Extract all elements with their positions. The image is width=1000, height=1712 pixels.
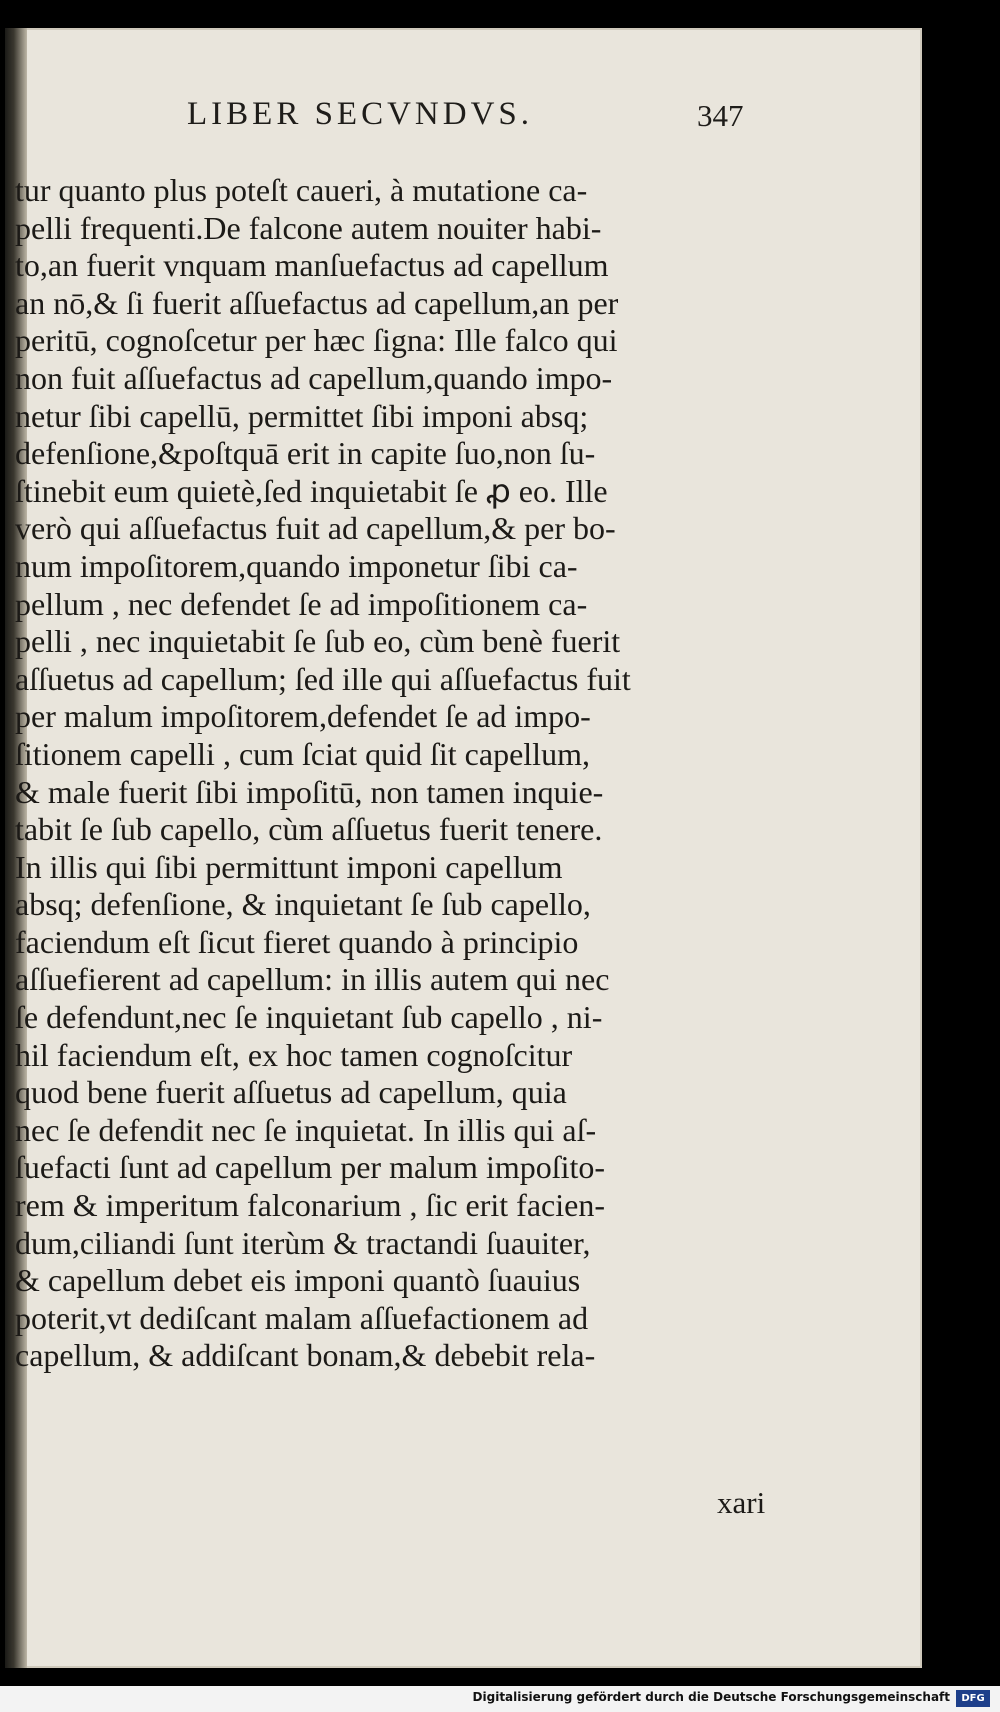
text-line: aſſuefierent ad capellum: in illis autem qui nec: [15, 961, 610, 998]
text-line: dum,ciliandi ſunt iterùm & tractandi ſuauiter,: [15, 1224, 591, 1261]
text-line: pellum , nec defendet ſe ad impoſitionem ca-: [15, 585, 588, 622]
text-line: ſe defendunt,nec ſe inquietant ſub capello , ni-: [15, 999, 603, 1036]
text-line: rem & imperitum falconarium , ſic erit facien-: [15, 1187, 605, 1224]
text-line: ſitionem capelli , cum ſciat quid ſit capellum,: [15, 735, 590, 772]
digitization-footer: [0, 1686, 1000, 1712]
dfg-logo: DFG: [956, 1690, 990, 1707]
catchword: xari: [717, 1485, 766, 1520]
text-line: pelli frequenti.De falcone autem nouiter habi-: [15, 209, 602, 246]
text-line: peritū, cognoſcetur per hæc ſigna: Ille falco qui: [15, 322, 618, 359]
text-line: an nō,& ſi fuerit aſſuefactus ad capellum,an per: [15, 284, 619, 321]
text-line: hil faciendum eſt, ex hoc tamen cognoſcitur: [15, 1036, 573, 1073]
text-line: netur ſibi capellū, permittet ſibi imponi absq;: [15, 397, 589, 434]
text-line: defenſione,&poſtquā erit in capite ſuo,non ſu-: [15, 435, 596, 472]
text-line: tur quanto plus poteſt caueri, à mutatione ca-: [15, 172, 588, 208]
funding-credit: Digitalisierung gefördert durch die Deutsche Forschungsgemeinschaft: [472, 1690, 950, 1704]
text-line: poterit,vt dediſcant malam aſſuefactionem ad: [15, 1299, 589, 1336]
body-text: [15, 172, 775, 1375]
text-line: aſſuetus ad capellum; ſed ille qui aſſuefactus fuit: [15, 660, 631, 697]
text-line: per malum impoſitorem,defendet ſe ad impo-: [15, 698, 591, 735]
page-number: 347: [697, 98, 744, 133]
text-line: faciendum eſt ſicut fieret quando à principio: [15, 923, 579, 960]
text-line: tabit ſe ſub capello, cùm aſſuetus fuerit tenere.: [15, 811, 603, 848]
text-line: pelli , nec inquietabit ſe ſub eo, cùm benè fuerit: [15, 623, 621, 660]
text-line: nec ſe defendit nec ſe inquietat. In illis qui aſ-: [15, 1111, 597, 1148]
text-line: quod bene fuerit aſſuetus ad capellum, quia: [15, 1074, 567, 1111]
text-line: verò qui aſſuefactus fuit ad capellum,& per bo-: [15, 510, 616, 547]
running-head: LIBER SECVNDVS.: [187, 96, 534, 132]
book-page: [5, 28, 922, 1668]
text-line: non fuit aſſuefactus ad capellum,quando impo-: [15, 359, 613, 396]
page-header: [5, 96, 922, 144]
text-line: & capellum debet eis imponi quantò ſuauius: [15, 1262, 581, 1299]
text-line: to,an fuerit vnquam manſuefactus ad capellum: [15, 247, 609, 284]
text-line: In illis qui ſibi permittunt imponi capellum: [15, 848, 563, 885]
text-line: ſuefacti ſunt ad capellum per malum impoſito-: [15, 1149, 606, 1186]
text-line: absq; defenſione, & inquietant ſe ſub capello,: [15, 886, 591, 923]
text-line: num impoſitorem,quando imponetur ſibi ca-: [15, 547, 578, 584]
text-line: & male fuerit ſibi impoſitū, non tamen inquie-: [15, 773, 604, 810]
text-line: ſtinebit eum quietè,ſed inquietabit ſe ꝓ eo. Ille: [15, 472, 608, 509]
text-line: capellum, & addiſcant bonam,& debebit rela-: [15, 1337, 596, 1374]
